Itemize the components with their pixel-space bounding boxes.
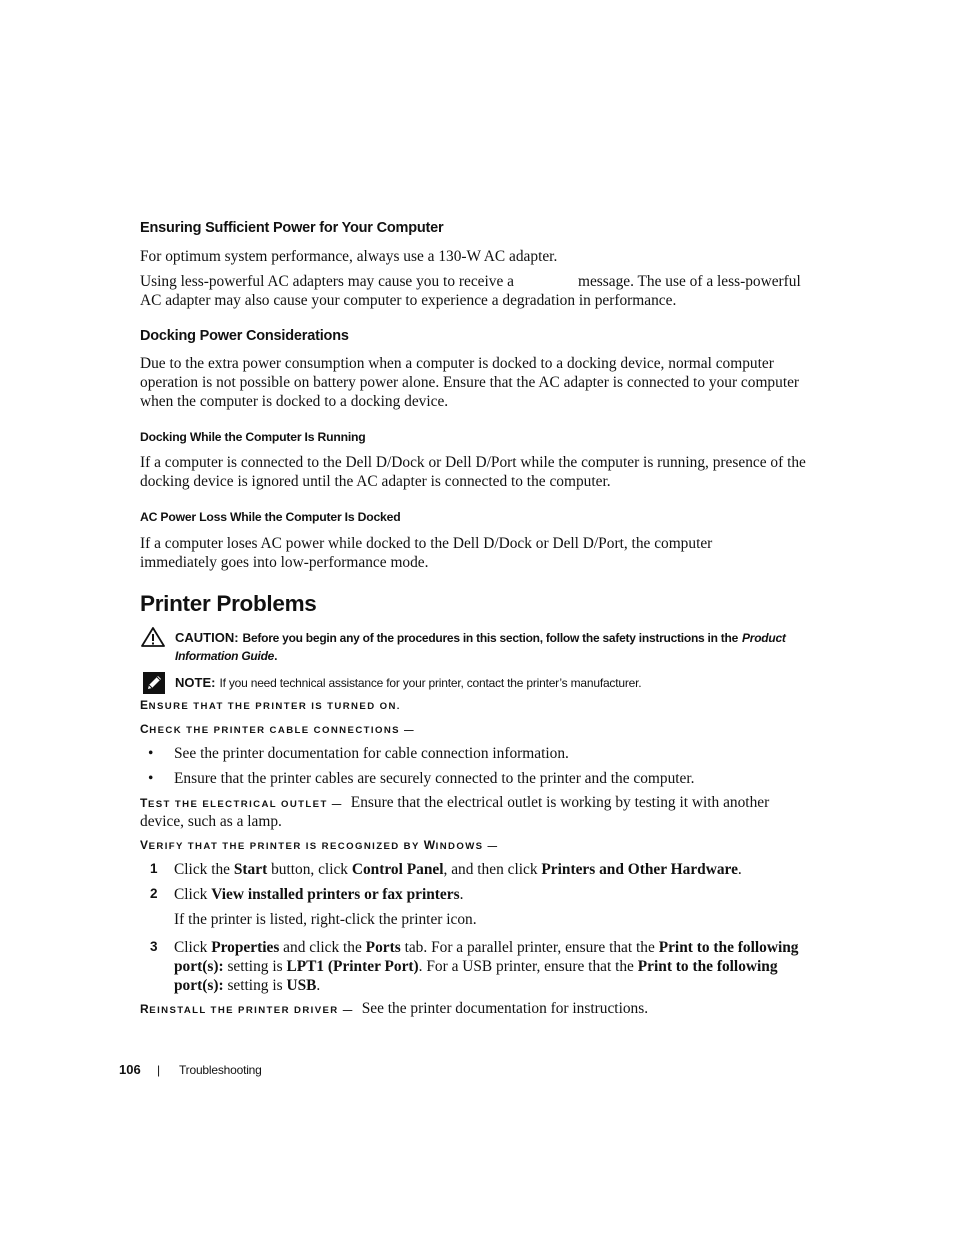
- ensure-rest: NSURE THAT THE PRINTER IS TURNED ON.: [148, 701, 401, 712]
- step-2-subtext: If the printer is listed, right-click the printer icon.: [174, 911, 477, 928]
- heading-ac-power-loss: AC Power Loss While the Computer Is Docked: [140, 510, 401, 524]
- heading-printer-problems: Printer Problems: [140, 591, 317, 616]
- verify-rest: ERIFY THAT THE PRINTER IS RECOGNIZED BY: [148, 841, 424, 852]
- s1-c: , and then click: [443, 861, 538, 878]
- step-number-3: 3: [150, 939, 158, 954]
- s3-b: and click the: [283, 939, 362, 956]
- page-number: 106: [119, 1062, 141, 1077]
- verify-cap: V: [140, 838, 149, 852]
- test-heading: [140, 796, 343, 810]
- caution-end: .: [274, 649, 278, 663]
- step-reinstall-driver: [140, 999, 648, 1018]
- printers-hardware-ui-label: Printers and Other Hardware: [541, 861, 738, 878]
- s3-a: Click: [174, 939, 208, 956]
- paragraph-optimum-performance: For optimum system performance, always use a 130-W AC adapter.: [140, 248, 558, 265]
- p2-after: message. The use of a less-powerful: [577, 273, 801, 290]
- print-to-following-ui-label: Print to the following: [637, 958, 778, 975]
- ensure-cap: E: [140, 698, 149, 712]
- properties-ui-label: Properties: [211, 939, 280, 956]
- paragraph-docking-power: Due to the extra power consumption when a computer is docked to a docking device, normal computer operation is not possible on battery power alone. Ensure that the AC adapter is connected to your computer when the computer is docked to a docking device.: [140, 355, 800, 410]
- caution-guide-title: Product Information Guide: [175, 631, 786, 663]
- test-cap: T: [140, 796, 148, 810]
- view-printers-ui-label: View installed printers or fax printers: [211, 886, 460, 903]
- test-rest: EST THE ELECTRICAL OUTLET —: [147, 799, 343, 810]
- lpt1-ui-label: LPT1 (Printer Port): [286, 958, 419, 975]
- check-rest: HECK THE PRINTER CABLE CONNECTIONS —: [149, 725, 416, 736]
- note-block: [175, 674, 641, 692]
- step-3-text: [174, 938, 816, 995]
- s3-c: tab. For a parallel printer, ensure that the: [404, 939, 655, 956]
- note-label: NOTE:: [175, 675, 216, 690]
- verify-rest2: INDOWS —: [435, 841, 499, 852]
- caution-text: Before you begin any of the procedures in this section, follow the safety instructions in the: [242, 631, 739, 645]
- test-text-1: Ensure that the electrical outlet is working by testing it with another: [350, 794, 770, 811]
- step-heading-ensure-on: [140, 698, 401, 712]
- caution-block: [175, 629, 815, 665]
- bullet-marker: •: [148, 745, 154, 762]
- control-panel-ui-label: Control Panel: [351, 861, 444, 878]
- p2-line2: AC adapter may also cause your computer to experience a degradation in performance.: [140, 292, 677, 309]
- caution-icon: [140, 626, 166, 648]
- paragraph-ac-power-loss: If a computer loses AC power while docked to the Dell D/Dock or Dell D/Port, the computer immediately goes into low-performance mode.: [140, 535, 713, 571]
- ports-setting-ui-label: port(s):: [174, 977, 224, 994]
- step-heading-verify-windows: [140, 838, 499, 852]
- check-cap: C: [140, 722, 150, 736]
- note-pencil-icon: [143, 672, 165, 694]
- step-number-1: 1: [150, 861, 158, 876]
- print-to-following-ui-label: Print to the following: [658, 939, 799, 956]
- footer-separator: |: [157, 1063, 161, 1077]
- verify-w-cap: W: [423, 838, 436, 852]
- usb-ui-label: USB: [286, 977, 317, 994]
- caution-label: CAUTION:: [175, 630, 239, 645]
- s1-a: Click the: [174, 861, 230, 878]
- note-text: If you need technical assistance for your printer, contact the printer’s manufacturer.: [219, 676, 642, 690]
- reinstall-cap: R: [140, 1002, 150, 1016]
- ports-tab-ui-label: Ports: [365, 939, 401, 956]
- s2-b: .: [459, 886, 464, 903]
- heading-docking-running: Docking While the Computer Is Running: [140, 430, 366, 444]
- step-1-text: [174, 860, 742, 879]
- paragraph-docking-running: If a computer is connected to the Dell D/Dock or Dell D/Port while the computer is running, presence of the docking device is ignored until the AC adapter is connected to the computer.: [140, 454, 806, 490]
- reinstall-rest: EINSTALL THE PRINTER DRIVER —: [149, 1005, 354, 1016]
- heading-docking-power: Docking Power Considerations: [140, 328, 349, 344]
- s1-d: .: [737, 861, 742, 878]
- s3-g: .: [316, 977, 321, 994]
- s3-f: setting is: [227, 977, 283, 994]
- test-text-2: device, such as a lamp.: [140, 813, 282, 830]
- bullet-cable-doc: See the printer documentation for cable connection information.: [174, 745, 569, 762]
- bullet-cable-secure: Ensure that the printer cables are securely connected to the printer and the computer.: [174, 770, 695, 787]
- footer-section-name: Troubleshooting: [179, 1063, 262, 1077]
- reinstall-heading: [140, 1002, 354, 1016]
- step-test-outlet: [140, 793, 820, 812]
- heading-sufficient-power: Ensuring Sufficient Power for Your Computer: [140, 220, 444, 236]
- p2-before: Using less-powerful AC adapters may cause you to receive a: [140, 273, 514, 290]
- s1-b: button, click: [271, 861, 349, 878]
- step-number-2: 2: [150, 886, 158, 901]
- bullet-marker: •: [148, 770, 154, 787]
- step-heading-check-cable: [140, 722, 415, 736]
- step-2-text: [174, 885, 463, 904]
- s3-e: . For a USB printer, ensure that the: [418, 958, 634, 975]
- s3-d: setting is: [227, 958, 283, 975]
- s2-a: Click: [174, 886, 208, 903]
- paragraph-less-powerful-adapters: [140, 272, 814, 310]
- start-ui-label: Start: [233, 861, 268, 878]
- reinstall-text: See the printer documentation for instructions.: [361, 1000, 649, 1017]
- ports-setting-ui-label: port(s):: [174, 958, 224, 975]
